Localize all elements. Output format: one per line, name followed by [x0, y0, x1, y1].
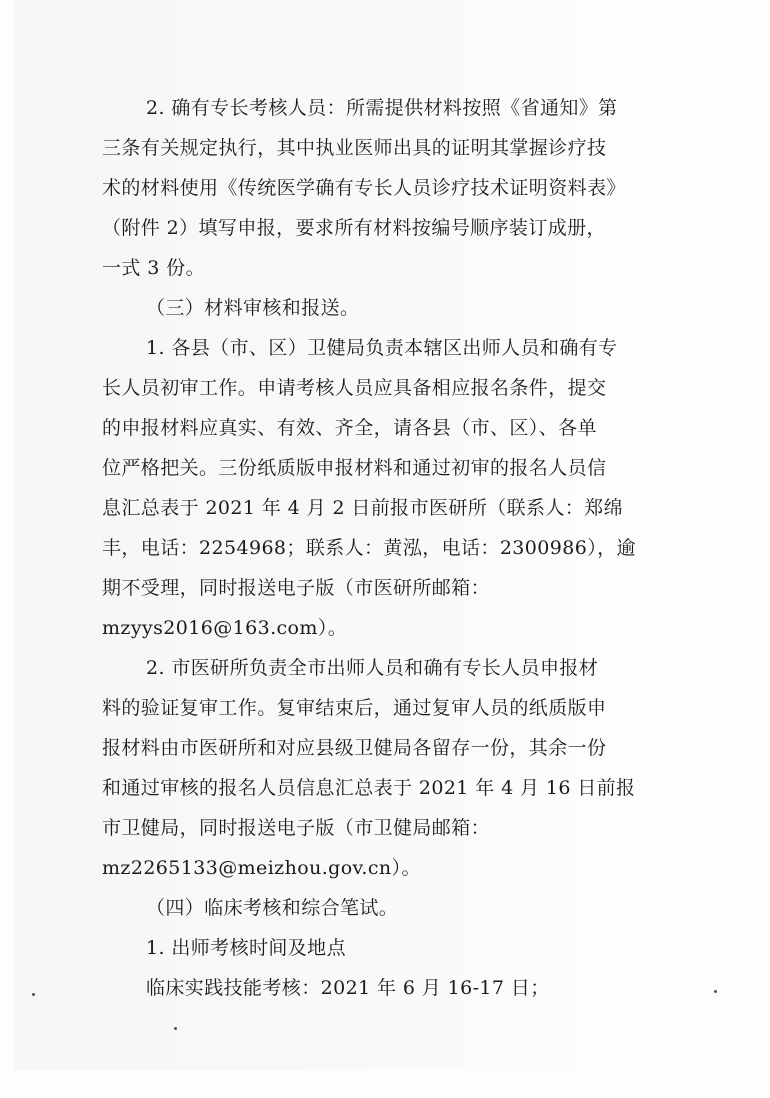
text-line: 2. 确有专长考核人员：所需提供材料按照《省通知》第 — [146, 97, 618, 119]
scan-speck — [714, 990, 717, 993]
text-line: 2. 市医研所负责全市出师人员和确有专长人员申报材 — [146, 657, 599, 679]
text-line: 一式 3 份。 — [102, 257, 205, 279]
text-line: 和通过审核的报名人员信息汇总表于 2021 年 4 月 16 日前报 — [102, 777, 636, 799]
text-line: （附件 2）填写申报，要求所有材料按编号顺序装订成册， — [102, 217, 606, 239]
text-line: 位严格把关。三份纸质版申报材料和通过初审的报名人员信 — [102, 457, 607, 479]
text-line: 长人员初审工作。申请考核人员应具备相应报名条件，提交 — [102, 377, 607, 399]
text-line: 市卫健局，同时报送电子版（市卫健局邮箱： — [102, 817, 491, 839]
text-line: 1. 各县（市、区）卫健局负责本辖区出师人员和确有专 — [146, 337, 618, 359]
text-line: 三条有关规定执行，其中执业医师出具的证明其掌握诊疗技 — [102, 137, 607, 159]
email-address: mzyys2016@163.com）。 — [102, 617, 348, 639]
text-line: 料的验证复审工作。复审结束后，通过复审人员的纸质版申 — [102, 697, 607, 719]
text-line: 丰，电话：2254968；联系人：黄泓，电话：2300986），逾 — [102, 537, 636, 559]
email-address: mz2265133@meizhou.gov.cn）。 — [102, 857, 421, 879]
text-line: 术的材料使用《传统医学确有专长人员诊疗技术证明资料表》 — [102, 177, 626, 199]
scan-speck — [32, 993, 35, 996]
text-line: 息汇总表于 2021 年 4 月 2 日前报市医研所（联系人：郑绵 — [102, 497, 623, 519]
scan-speck — [174, 1027, 177, 1030]
text-line: 报材料由市医研所和对应县级卫健局各留存一份，其余一份 — [102, 737, 607, 759]
section-heading: （四）临床考核和综合笔试。 — [146, 897, 399, 919]
text-line: 的申报材料应真实、有效、齐全，请各县（市、区）、各单 — [102, 417, 597, 439]
section-heading: （三）材料审核和报送。 — [146, 297, 360, 319]
text-line: 期不受理，同时报送电子版（市医研所邮箱： — [102, 577, 491, 599]
text-line: 临床实践技能考核：2021 年 6 月 16-17 日； — [146, 977, 550, 999]
text-line: 1. 出师考核时间及地点 — [146, 937, 346, 959]
